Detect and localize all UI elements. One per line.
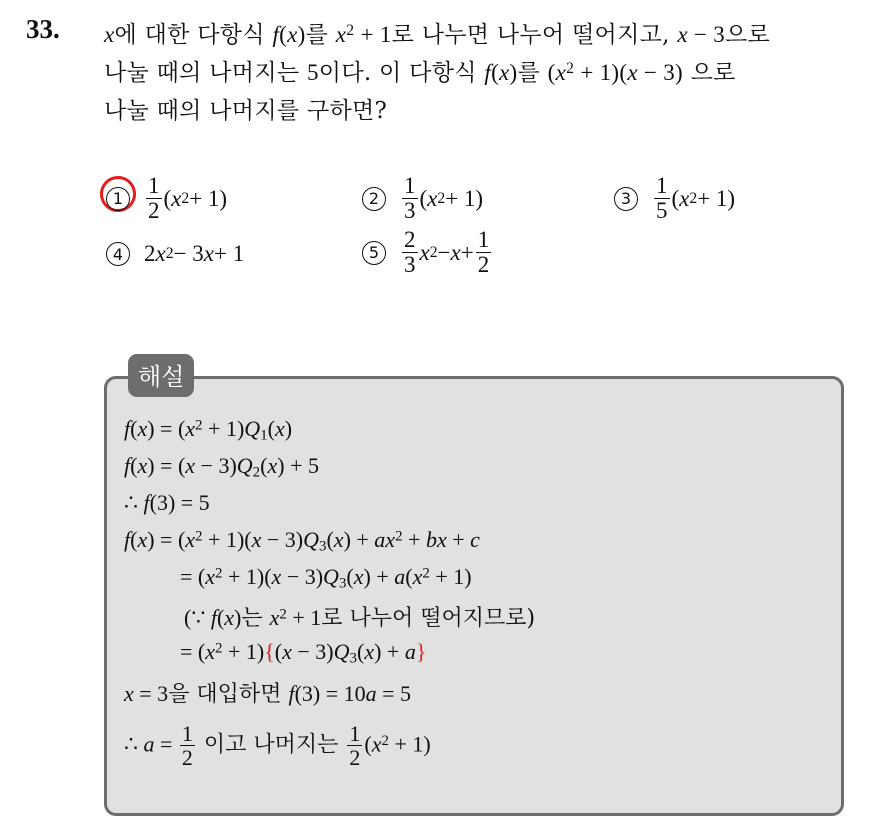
solution-line-9: ∴ a = $\frac{1}{2}$ 이고 나머지는 $\frac{1}{2}$ $(x^2 + 1)$: [124, 721, 431, 771]
solution-line-5: = $(x^2 + 1)(x - 3)Q_3(x) + a(x^2 + 1)$: [180, 564, 472, 592]
question-line-2: 나눌 때의 나머지는 5이다. 이 다항식 f(x)를 $(x^2 + 1)(x - 3)$ 으로: [104, 59, 736, 86]
solution-line-4: $f(x) = (x^2 + 1)(x - 3)Q_3(x) + ax^2$ + bx + c: [124, 527, 480, 555]
solution-line-8: x = 3을 대입하면 f(3) = 10a = 5: [124, 681, 412, 707]
solution-line-6: (∵ f(x)는 $x^2 + 1$로 나누어 떨어지므로): [184, 605, 536, 631]
choice-5[interactable]: 5 $\frac{2}{3}$ x 2 − x + $\frac{1}{2}$: [362, 228, 493, 277]
question-number: 33.: [26, 14, 60, 44]
choice-2[interactable]: 2 $\frac{1}{3}$ ( x 2 + 1): [362, 174, 483, 223]
choice-4[interactable]: 4 2 x 2 − 3 x + 1: [106, 241, 244, 267]
choice-3-mark: 3: [614, 187, 638, 211]
solution-line-7: = $(x^2 + 1)\{(x - 3)Q_3(x) + a\}$: [180, 639, 427, 667]
solution-line-1: $f(x) = (x^2 + 1)Q_1(x)$: [124, 416, 293, 444]
question-line-1: x에 대한 다항식 f(x)를 $x^2 + 1$로 나누면 나누어 떨어지고, x − 3으로: [104, 21, 771, 48]
solution-label: 해설: [128, 354, 194, 397]
choice-3[interactable]: 3 $\frac{1}{5}$ ( x 2 + 1): [614, 174, 735, 223]
solution-line-2: $f(x) = (x - 3)Q_2(x) + 5$: [124, 453, 319, 481]
choice-5-mark: 5: [362, 241, 386, 265]
choice-1-mark: 1: [106, 187, 130, 211]
choice-1[interactable]: 1 $\frac{1}{2}$ ( x 2 + 1): [106, 174, 227, 223]
solution-line-3: ∴ f(3) = 5: [124, 490, 210, 515]
choice-2-mark: 2: [362, 187, 386, 211]
question-line-3: 나눌 때의 나머지를 구하면?: [104, 98, 388, 124]
choice-4-mark: 4: [106, 242, 130, 266]
